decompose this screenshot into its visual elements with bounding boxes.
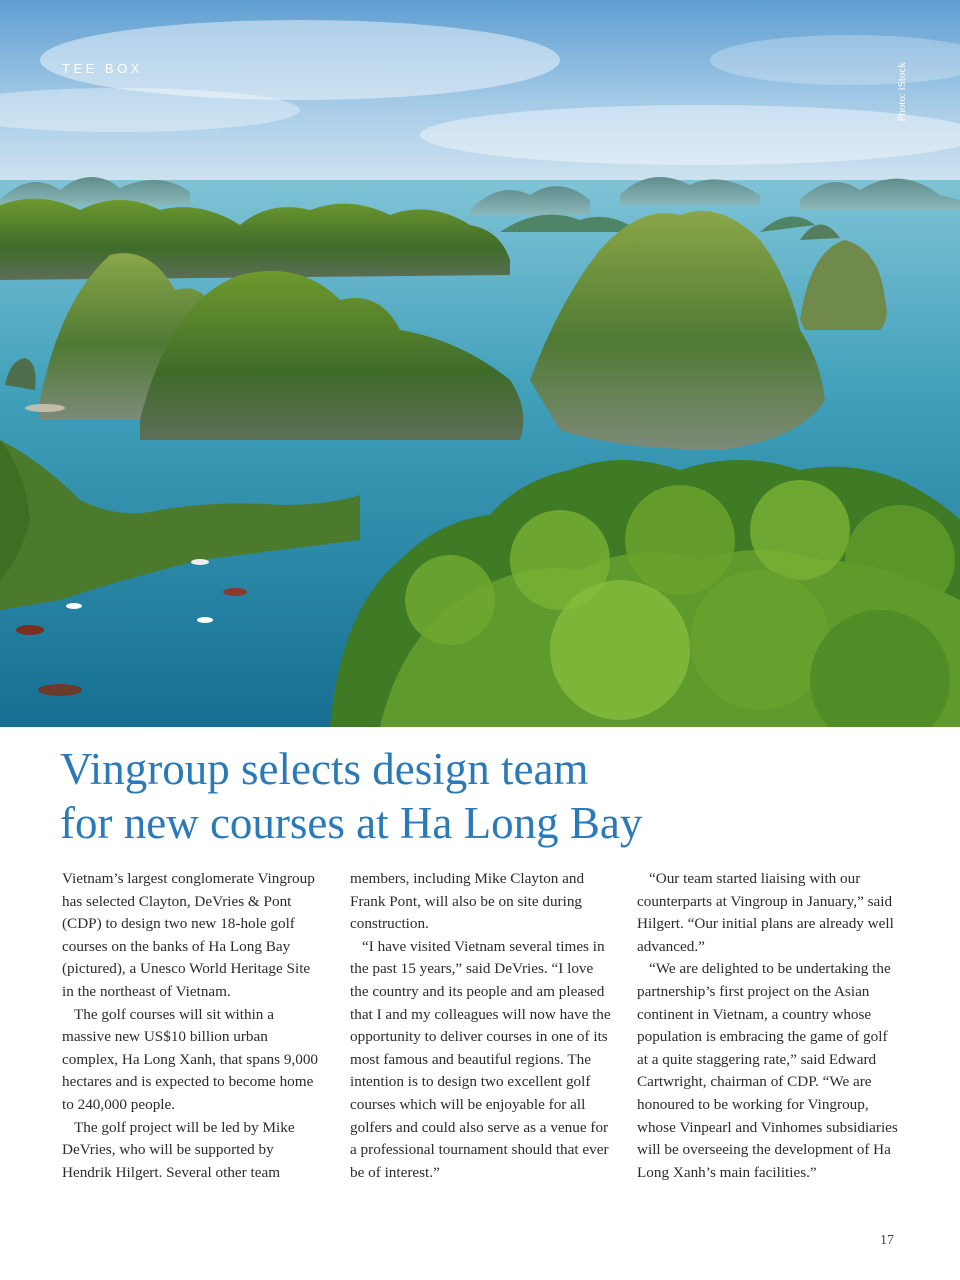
photo-credit: Photo: iStock — [896, 62, 908, 122]
body-paragraph: “We are delighted to be undertaking the partnership’s first project on the Asian continent in Vietnam, a country whose population is embracing the game of golf at a quite staggering rate,” said Edward Cartwright, chairman of CDP. “We are honoured to be working for Vingroup, whose Vinpearl and Vinhomes subsidiaries will be overseeing the development of Ha Long Xanh’s main facilities.” — [637, 960, 898, 1181]
article-headline — [60, 742, 920, 850]
headline-line-2: for new courses at Ha Long Bay — [60, 798, 643, 848]
body-column-2 — [350, 868, 612, 1184]
page-number: 17 — [880, 1233, 894, 1248]
body-paragraph: Vietnam’s largest conglomerate Vingroup has selected Clayton, DeVries & Pont (CDP) to design two new 18-hole golf courses on the banks of Ha Long Bay (pictured), a Unesco World Heritage Site in the northeast of Vietnam. — [62, 870, 315, 1000]
body-paragraph: The golf courses will sit within a massive new US$10 billion urban complex, Ha Long Xanh, that spans 9,000 hectares and is expected to become home to 240,000 people. — [62, 1005, 319, 1113]
body-paragraph: “I have visited Vietnam several times in the past 15 years,” said DeVries. “I love the country and its people and am pleased that I and my colleagues will now have the opportunity to deliver courses in one of its most famous and beautiful regions. The intention is to design two excellent golf courses which will be enjoyable for all golfers and could also serve as a venue for a professional tournament should that ever be of interest.” — [350, 937, 611, 1181]
headline-line-1: Vingroup selects design team — [60, 744, 589, 794]
body-paragraph: The golf project will be led by Mike DeVries, who will be supported by Hendrik Hilgert. Several other team — [62, 1118, 295, 1181]
body-column-1 — [62, 868, 324, 1184]
body-column-3 — [637, 868, 899, 1184]
body-paragraph: members, including Mike Clayton and Frank Pont, will also be on site during construction. — [350, 870, 585, 933]
boat-icon — [223, 588, 247, 596]
body-paragraph: “Our team started liaising with our counterparts at Vingroup in January,” said Hilgert. “Our initial plans are already well advanced.” — [637, 870, 894, 955]
section-label: TEE BOX — [62, 61, 143, 76]
